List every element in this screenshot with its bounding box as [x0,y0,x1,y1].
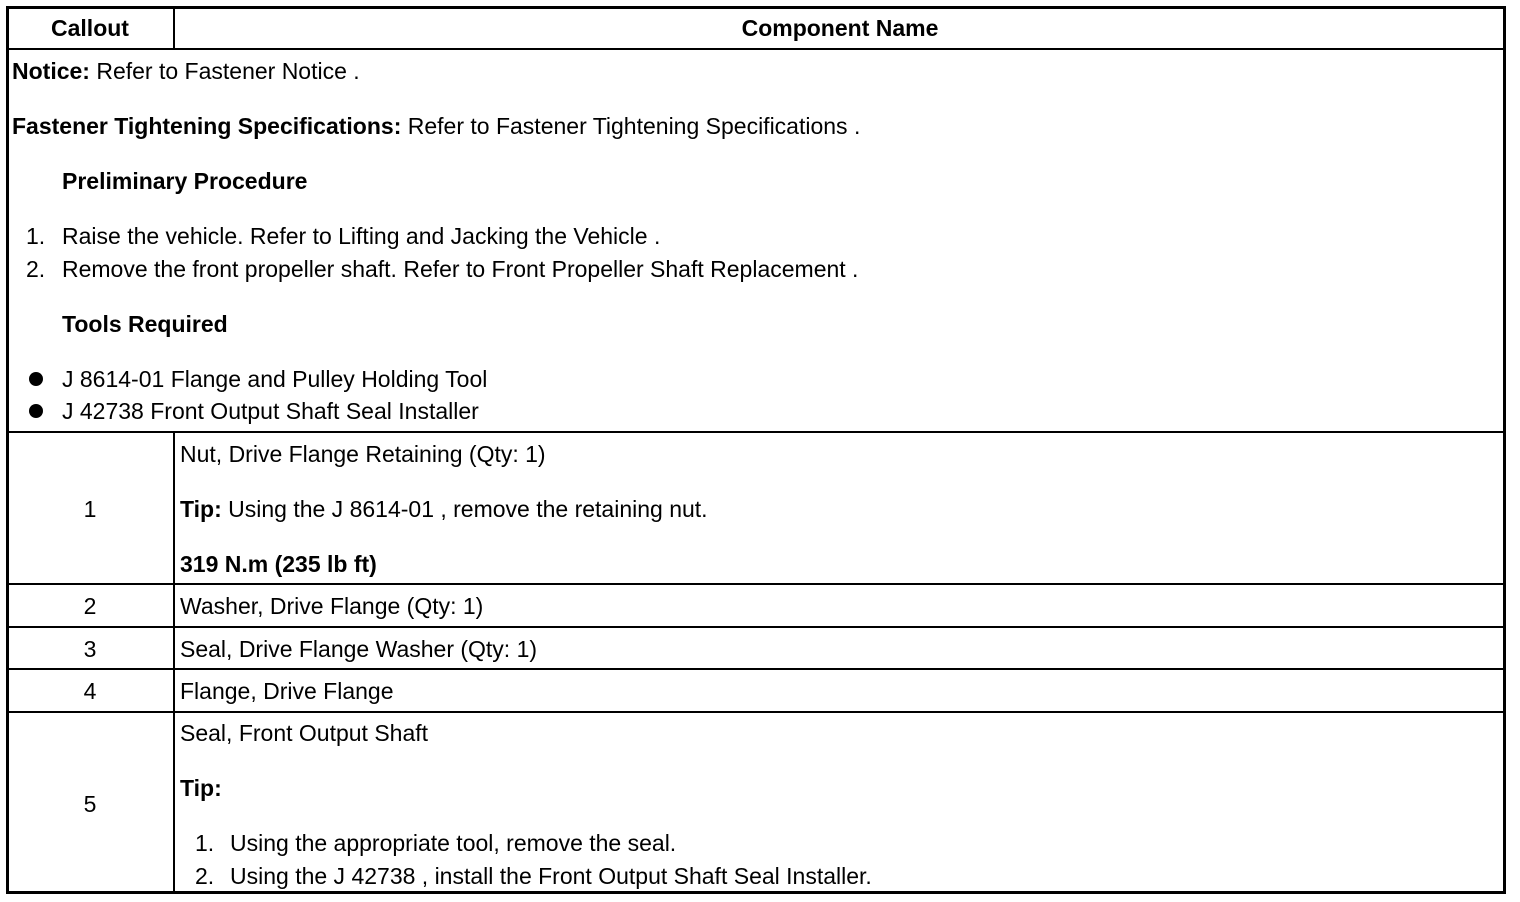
component-name: Nut, Drive Flange Retaining (Qty: 1) [180,441,546,467]
tools-required-heading: Tools Required [62,311,228,337]
prelim-step-text: Remove the front propeller shaft. Refer to Front Propeller Shaft Replacement . [62,256,859,282]
tip-step-num: 2. [195,863,215,889]
tip-label: Tip: [180,775,222,801]
header-divider [9,48,1503,50]
row-divider-4 [9,711,1503,713]
component-name: Flange, Drive Flange [180,678,394,704]
intro-divider [9,431,1503,433]
tip-step-text: Using the J 42738 , install the Front Output Shaft Seal Installer. [230,863,872,889]
header-callout: Callout [51,15,129,41]
torque-spec: 319 N.m (235 lb ft) [180,551,377,577]
bullet-icon [29,372,43,386]
tip-line [180,495,708,523]
tip-step-text: Using the appropriate tool, remove the seal. [230,830,677,856]
bullet-icon [29,404,43,418]
row-divider-1 [9,583,1503,585]
callout-cell: 4 [83,678,97,704]
tip-label: Tip: [180,496,222,522]
tip-step-num: 1. [195,830,215,856]
spec-label: Fastener Tightening Specifications: [12,113,402,139]
prelim-step-text: Raise the vehicle. Refer to Lifting and Jacking the Vehicle . [62,223,661,249]
tool-item: J 8614-01 Flange and Pulley Holding Tool [62,366,488,392]
callout-cell: 5 [83,791,97,817]
row-divider-3 [9,668,1503,670]
preliminary-procedure-heading: Preliminary Procedure [62,168,308,194]
component-name: Washer, Drive Flange (Qty: 1) [180,593,484,619]
prelim-step-num: 1. [26,223,46,249]
tool-item: J 42738 Front Output Shaft Seal Installer [62,398,479,424]
header-component-name: Component Name [741,15,939,41]
component-name: Seal, Front Output Shaft [180,720,429,746]
prelim-step-num: 2. [26,256,46,282]
component-name: Seal, Drive Flange Washer (Qty: 1) [180,636,538,662]
callout-cell: 1 [83,496,97,522]
row-divider-2 [9,626,1503,628]
tip-text: Using the J 8614-01 , remove the retaining nut. [221,496,708,522]
notice-label: Notice: [12,58,90,84]
callout-cell: 3 [83,636,97,662]
notice-text: Refer to Fastener Notice . [89,58,360,84]
callout-cell: 2 [83,593,97,619]
notice-line [12,57,360,85]
spec-line [12,112,860,140]
spec-text: Refer to Fastener Tightening Specifications . [401,113,861,139]
column-divider-body [173,431,175,891]
